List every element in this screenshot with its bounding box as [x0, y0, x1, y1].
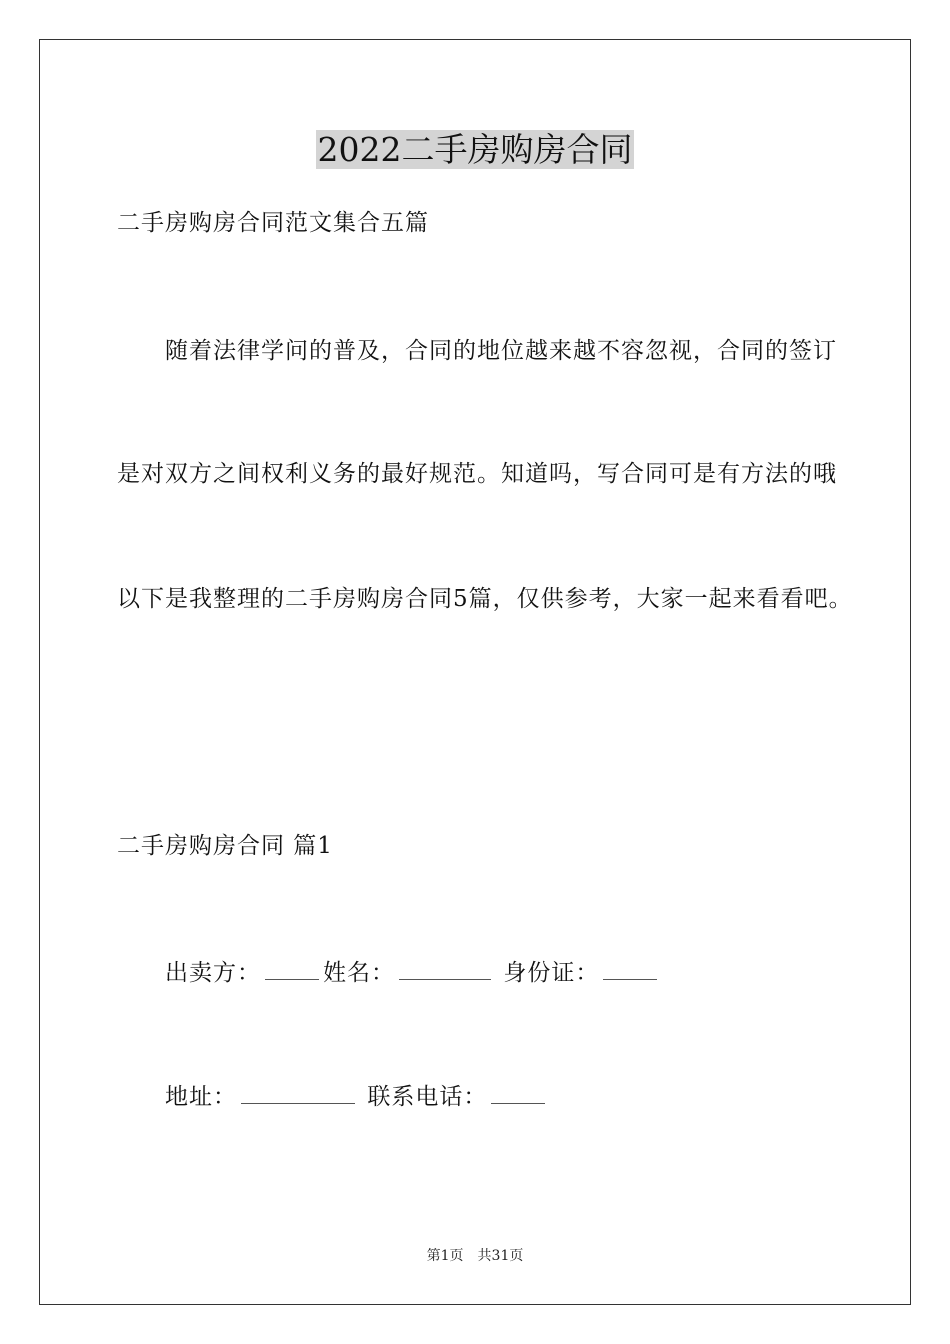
page-footer — [0, 1247, 950, 1265]
seller-name-blank[interactable] — [399, 957, 491, 980]
page-total: 共31页 — [477, 1248, 524, 1264]
document-title-text: 2022二手房购房合同 — [317, 130, 633, 169]
address-blank[interactable] — [241, 1081, 355, 1104]
address-label: 地址： — [165, 1084, 237, 1110]
seller-info-line — [165, 957, 661, 988]
section-heading: 二手房购房合同 篇1 — [117, 833, 333, 859]
seller-party-label: 出卖方： — [165, 960, 261, 986]
document-title — [0, 128, 950, 172]
intro-paragraph-line-1: 随着法律学问的普及，合同的地位越来越不容忽视，合同的签订 — [165, 338, 837, 364]
seller-id-label: 身份证： — [503, 960, 600, 986]
seller-name-label: 姓名： — [323, 960, 395, 986]
address-info-line — [165, 1081, 549, 1112]
document-subtitle: 二手房购房合同范文集合五篇 — [117, 210, 429, 236]
phone-label: 联系电话： — [367, 1084, 488, 1110]
phone-blank[interactable] — [491, 1081, 545, 1104]
seller-id-blank[interactable] — [603, 957, 657, 980]
page-current: 第1页 — [426, 1248, 464, 1264]
intro-paragraph-line-3: 以下是我整理的二手房购房合同5篇，仅供参考，大家一起来看看吧。 — [117, 586, 853, 612]
intro-paragraph-line-2: 是对双方之间权利义务的最好规范。知道吗，写合同可是有方法的哦 — [117, 461, 837, 487]
seller-party-blank[interactable] — [265, 957, 319, 980]
